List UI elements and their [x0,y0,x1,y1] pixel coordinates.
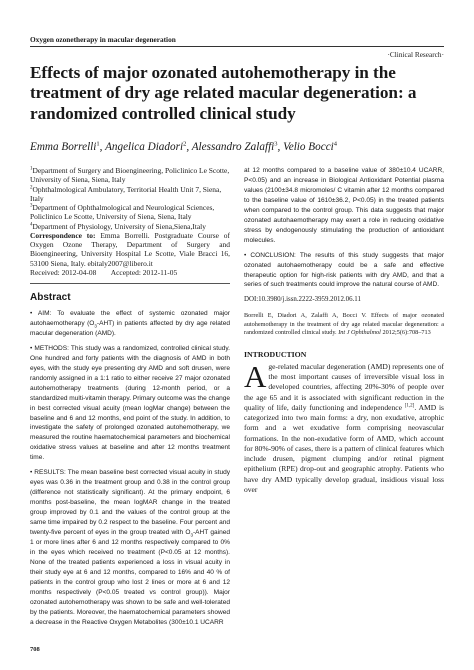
correspondence [30,231,230,268]
affiliation: $^2$Ophthalmological Ambulatory, Territorial Health Unit 7, Siena, Italy [30,184,222,203]
page-number: 708 [30,646,40,653]
left-column [30,166,230,633]
introduction-heading: INTRODUCTION [244,349,307,359]
author-list: Emma Borrelli$^1$, Angelica Diadori$^2$, Alessandro Zalaffi$^3$, Velio Bocci$^4$ [30,140,338,153]
article-title: Effects of major ozonated autohemotherapy in the treatment of dry age related macular degeneration: a randomized controlled clinical study [30,63,417,123]
right-column [244,166,444,495]
abstract-rule [30,283,230,284]
drop-cap: A [244,358,267,394]
abstract-methods: • METHODS: This study was a randomized, controlled clinical study. One hundred and forty patients with the diagnosis of AMD in both eyes, with the study eye presenting dry AMD and soft drusen, were randomly assigned in a 1:1 ratio to either receive 27 major ozonated autohemotherapy treatments (during 12-month period, or a standardized multi-vitamin therapy. Primary outcome was the change in best corrected visual acuity (mean logMar change) between the baseline and 6 and 12 months, end point of the study. In addition, to investigate the safety of prolonged ozonated autohemotherapy, we measured the routine haematochemical parameters and biochemical oxidative stress values at baseline and after 12 months treatment time. [30,344,231,462]
affiliation: $^3$Department of Ophthalmological and Neurological Sciences, Policlinico Le Scotte, University of Siena, Siena, Italy [30,203,215,222]
correspondence-text: Emma Borrelli. Postgraduate Course of Oxygen Ozone Therapy, Department of Surgery and Bioengineering, University Hospital Le Scotte, Viale Bracci 16, 53100 Siena, Italy. ebitaly2007@libero.it [30,230,231,268]
abstract-conclusion: • CONCLUSION: The results of this study suggests that major ozonated autohaemotherapy could be a safe and effective therapeutic option for high-risk patients with dry AMD, and that a series of such treatments could improve the natural course of AMD. [244,251,444,289]
author-name: Emma Borrelli [30,141,97,153]
author-affiliation-mark: 3 [274,140,278,148]
abstract-aim: • AIM: To evaluate the effect of systemic ozonated major autohaemotherapy $(O_3-AHT)$ in patients affected by dry age related macular degeneration (AMD). [30,310,230,337]
abstract-results-continued: at 12 months compared to a baseline value of 380±10.4 UCARR, P<0.05) and an increase in Biological Antioxidant Potential plasma values (2100±34.8 micromoles/ C vitamin after 12 months compared to the baseline value of 1610±36.2, P<0.05) in the treated patients when compared to the control group. This data suggests that major ozonated autohaemotherapy may exert a role in reducing oxidative stress by endogenously stimulating the production of antioxidant molecules. [244,167,444,244]
author-name: Alessandro Zalaffi [191,141,275,153]
citation: Borrelli E, Diadori A, Zalaffi A, Bocci V. Effects of major ozonated autohemotherapy in the treatment of dry age related macular degeneration: a randomized controlled clinical study. Int J Ophthalmol 2012;5(6):708–713 [244,312,444,337]
running-head: Oxygen ozonetherapy in macular degeneration [30,35,176,44]
abstract-heading: Abstract [30,292,71,303]
introduction-text: Age-related macular degeneration (AMD) represents one of the most important causes of irreversible visual loss in developed countries, affecting 20%-30% of people over the age 65 and it is associated with significant reduction in the quality of life, daily functioning and independence [1,2]. AMD is categorized into two main forms: a dry, non exudative, atrophic form and a wet exudative form comprising neovascular formations. In the non-exudative form of AMD, which account for 80%-90% of cases, there is a pattern of clinical features which include drusen, pigment clumping and/or retinal pigment epithelium (RPE) drop-out and geographic atrophy. Patients who have dry AMD typically develop gradual, insidious visual loss over [244,358,444,494]
author-affiliation-mark: 1 [96,140,100,148]
doi[interactable]: DOI:10.3980/j.issn.2222-3959.2012.06.11 [244,296,361,304]
results-continuation: -AHT gained 1 or more lines after 6 and 12 months respectively compared to 0% in the eyes which received no treatment (P<0.05 at 12 months). None of the treated patients experienced a loss in visual acuity in their study eye at 6 and 12 months, compared to 16% and 40 % of patients in the control group who lost 2 lines or more at 6 and 12 months respectively (P<0.05 treated vs control group)). Major ozonated autohemotherapy was shown to be safe and well-tolerated by the patients. Moreover, the haematochemical parameters showed a decrease in the Reactive Oxygen Metabolites (300±10.1 UCARR [30,529,230,626]
author-affiliation-mark: 4 [333,140,338,148]
abstract-results: • RESULTS: The mean baseline best corrected visual acuity in study eyes was 0.36 in the treatment group and 0.38 in the control group (difference not statistically significant). At the primary endpoint, 6 months post-baseline, the mean logMAR change in the treated group improved by 0.1 and the values of the control group at the same time impaired by 0.2 respect to the baseline. Four percent and twenty-five percent of eyes in the group treated with $O_3$-AHT gained 1 or more lines after 6 and 12 months respectively compared to 0% in the eyes which received no treatment (P<0.05 at 12 months). None of the treated patients experienced a loss in visual acuity in their study eye at 6 and 12 months, compared to 16% and 40 % of patients in the control group who lost 2 lines or more at 6 and 12 months respectively (P<0.05 treated vs control group)). Major ozonated autohemotherapy was shown to be safe and well-tolerated by the patients. Moreover, the haematochemical parameters showed a decrease in the Reactive Oxygen Metabolites (300±10.1 UCARR [30,469,230,626]
author-name: Angelica Diadori [105,141,184,153]
author-affiliation-mark: 2 [183,140,187,148]
correspondence-label: Correspondence to: [30,230,96,240]
affiliation: $^1$Department of Surgery and Bioengineering, Policlinico Le Scotte, University of Siena, Siena, Italy [30,166,230,185]
section-tag: ·Clinical Research· [387,50,444,59]
header-rule [30,46,444,47]
received-accepted: Received: 2012-04-08 Accepted: 2012-11-05 [30,267,178,277]
author-name: Velio Bocci [283,141,334,153]
affiliations [30,166,230,231]
affiliation: $^4$Department of Physiology, University of Siena,Siena,Italy [30,221,206,231]
